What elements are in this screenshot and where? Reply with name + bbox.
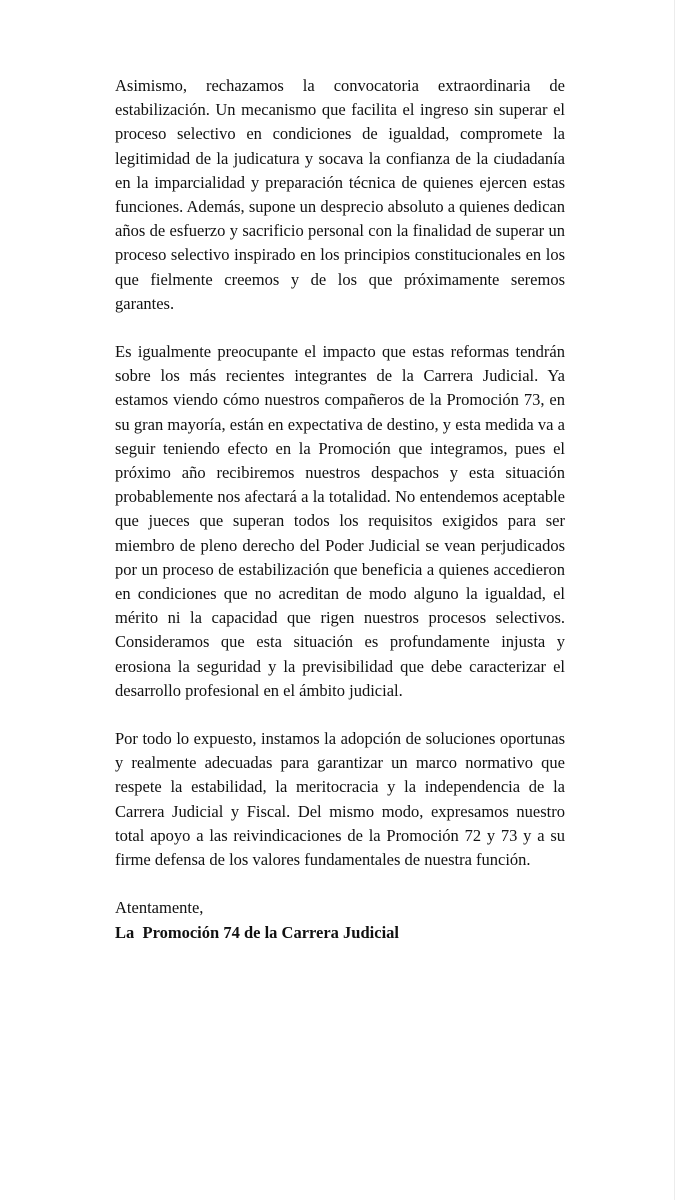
paragraph-stabilization: Asimismo, rechazamos la convocatoria extraordinaria de estabilización. Un mecanismo que facilita el ingreso sin superar el proceso selectivo en condiciones de igualdad, compromete la legitimidad de la judicatura y socava la confianza de la ciudadanía en la imparcialidad y preparación técnica de quienes ejercen estas funciones. Además, supone un desprecio absoluto a quienes dedican años de esfuerzo y sacrificio personal con la finalidad de superar un proceso selectivo inspirado en los principios constitucionales en los que fielmente creemos y de los que próximamente seremos garantes. xyxy=(115,76,565,313)
paragraph-conclusion: Por todo lo expuesto, instamos la adopción de soluciones oportunas y realmente adecuadas para garantizar un marco normativo que respete la estabilidad, la meritocracia y la independencia de la Carrera Judicial y Fiscal. Del mismo modo, expresamos nuestro total apoyo a las reivindicaciones de la Promoción 72 y 73 y a su firme defensa de los valores fundamentales de nuestra función. xyxy=(115,729,565,870)
signature: La Promoción 74 de la Carrera Judicial xyxy=(115,922,399,942)
closing-salutation: Atentamente, xyxy=(115,898,204,918)
closing-block xyxy=(115,896,565,944)
letter-body xyxy=(115,74,565,945)
paragraph-impact: Es igualmente preocupante el impacto que estas reformas tendrán sobre los más recientes integrantes de la Carrera Judicial. Ya estamos viendo cómo nuestros compañeros de la Promoción 73, en su gran mayoría, están en expectativa de destino, y esta medida va a seguir teniendo efecto en la Promoción que integramos, pues el próximo año recibiremos nuestros despachos y esta situación probablemente nos afectará a la totalidad. No entendemos aceptable que jueces que superan todos los requisitos exigidos para ser miembro de pleno derecho del Poder Judicial se vean perjudicados por un proceso de estabilización que beneficia a quienes accedieron en condiciones que no acreditan de modo alguno la igualdad, el mérito ni la capacidad que rigen nuestros procesos selectivos. Consideramos que esta situación es profundamente injusta y erosiona la seguridad y la previsibilidad que debe caracterizar el desarrollo profesional en el ámbito judicial. xyxy=(115,342,565,700)
